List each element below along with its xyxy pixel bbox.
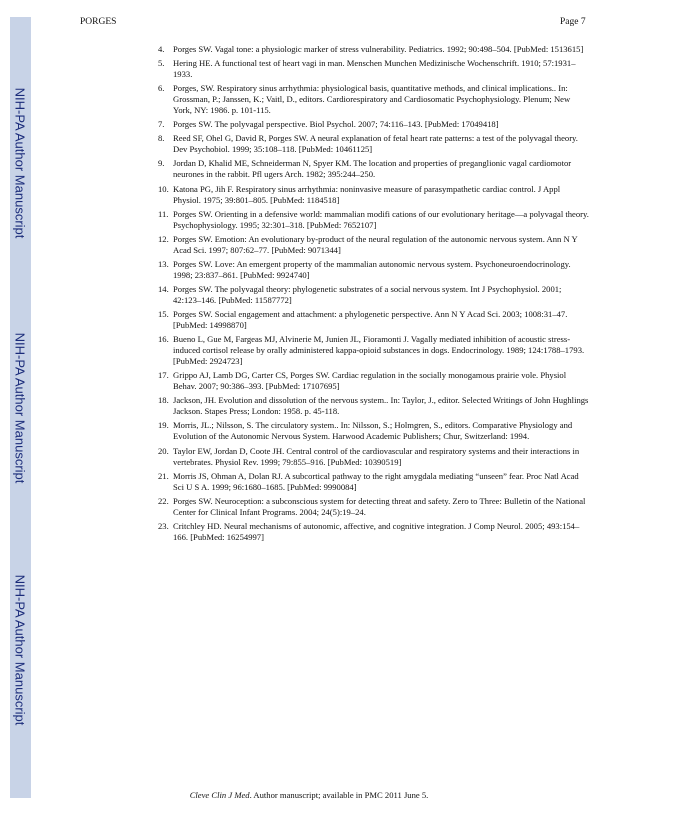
reference-number: 13.	[158, 258, 169, 269]
reference-item	[158, 184, 590, 206]
running-header-author: PORGES	[80, 17, 117, 27]
reference-text: Porges SW. Neuroception: a subconscious system for detecting threat and safety. Zero to Three: Bulletin of the National Center for Clinical Infant Programs. 2004; 24(5):19–24.	[173, 495, 586, 517]
reference-item	[158, 44, 590, 55]
reference-text: Jordan D, Khalid ME, Schneiderman N, Spyer KM. The location and properties of preganglionic vagal cardiomotor neurones in the rabbit. Pfl ugers Arch. 1982; 395:244–250.	[173, 158, 572, 180]
reference-item	[158, 119, 590, 130]
reference-text: Morris, JL.; Nilsson, S. The circulatory system.. In: Nilsson, S.; Holmgren, S., editors. Comparative Physiology and Evolution of the Autonomic Nervous System. Harwood Academic Publishers; Chur, Switzerland: 1994.	[173, 420, 573, 442]
reference-item	[158, 471, 590, 493]
reference-number: 16.	[158, 334, 169, 345]
footer-journal: Cleve Clin J Med	[189, 790, 250, 800]
reference-number: 11.	[158, 208, 169, 219]
reference-number: 7.	[158, 119, 165, 130]
reference-item	[158, 284, 590, 306]
footer	[0, 790, 609, 800]
reference-number: 6.	[158, 83, 165, 94]
reference-list	[158, 44, 590, 546]
reference-item	[158, 420, 590, 442]
reference-number: 15.	[158, 309, 169, 320]
reference-text: Porges SW. Social engagement and attachment: a phylogenetic perspective. Ann N Y Acad Sci. 2003; 1008:31–47. [PubMed: 14998870]	[173, 309, 568, 331]
watermark-label: NIH-PA Author Manuscript	[12, 574, 28, 726]
page-number: Page 7	[560, 17, 586, 27]
reference-number: 18.	[158, 395, 169, 406]
reference-item	[158, 370, 590, 392]
reference-text: Porges SW. Emotion: An evolutionary by-product of the neural regulation of the autonomic nervous system. Ann N Y Acad Sci. 1997; 807:62–77. [PubMed: 9071344]	[173, 233, 578, 255]
reference-number: 5.	[158, 58, 165, 69]
reference-number: 21.	[158, 470, 169, 481]
reference-item	[158, 58, 590, 80]
reference-number: 20.	[158, 445, 169, 456]
reference-text: Morris JS, Ohman A, Dolan RJ. A subcortical pathway to the right amygdala mediating “unseen” fear. Proc Natl Acad Sci U S A. 1999; 96:1680–1685. [PubMed: 9990084]	[173, 470, 579, 492]
reference-text: Porges SW. The polyvagal theory: phylogenetic substrates of a social nervous system. Int J Psychophysiol. 2001; 42:123–146. [PubMed: 11587772]	[173, 283, 562, 305]
reference-number: 23.	[158, 520, 169, 531]
reference-text: Grippo AJ, Lamb DG, Carter CS, Porges SW. Cardiac regulation in the socially monogamous prairie vole. Physiol Behav. 2007; 90:386–393. [PubMed: 17107695]	[173, 370, 567, 392]
reference-text: Jackson, JH. Evolution and dissolution of the nervous system.. In: Taylor, J., editor. Selected Writings of John Hughlings Jackson. Stapes Press; London: 1958. p. 45-118.	[173, 395, 589, 417]
reference-text: Critchley HD. Neural mechanisms of autonomic, affective, and cognitive integration. J Comp Neurol. 2005; 493:154–166. [PubMed: 16254997]	[173, 520, 580, 542]
reference-text: Reed SF, Ohel G, David R, Porges SW. A neural explanation of fetal heart rate patterns: a test of the polyvagal theory. Dev Psychobiol. 1999; 35:108–118. [PubMed: 10461125]	[173, 133, 578, 155]
reference-item	[158, 133, 590, 155]
reference-number: 22.	[158, 495, 169, 506]
reference-item	[158, 158, 590, 180]
reference-text: Bueno L, Gue M, Fargeas MJ, Alvinerie M, Junien JL, Fioramonti J. Vagally mediated inhibition of acoustic stress-induced cortisol release by orally administered kappa-opioid substances in dogs. Endocrinology. 1989; 124:1788–1793. [PubMed: 2924723]	[173, 334, 585, 367]
reference-number: 4.	[158, 44, 165, 54]
reference-text: Porges, SW. Respiratory sinus arrhythmia: physiological basis, quantitative methods, and clinical implications.. In: Grossman, P.; Janssen, K.; Vaitl, D., editors. Cardiorespiratory and Cardiosomatic Psychophysiology. Plenum; New York, NY: 1986. p. 101-115.	[173, 83, 571, 116]
reference-item	[158, 234, 590, 256]
watermark-label: NIH-PA Author Manuscript	[12, 87, 28, 239]
reference-number: 8.	[158, 133, 165, 144]
watermark-label: NIH-PA Author Manuscript	[12, 332, 28, 484]
reference-number: 10.	[158, 183, 169, 194]
reference-text: Taylor EW, Jordan D, Coote JH. Central control of the cardiovascular and respiratory systems and their interactions in vertebrates. Physiol Rev. 1999; 79:855–916. [PubMed: 10390519]	[173, 445, 580, 467]
reference-text: Hering HE. A functional test of heart vagi in man. Menschen Munchen Medizinische Wochenschrift. 1910; 57:1931–1933.	[173, 58, 576, 80]
reference-item	[158, 209, 590, 231]
reference-text: Porges SW. Love: An emergent property of the mammalian autonomic nervous system. Psychoneuroendocrinology. 1998; 23:837–861. [PubMed: 9924740]	[173, 258, 571, 280]
reference-text: Porges SW. The polyvagal perspective. Biol Psychol. 2007; 74:116–143. [PubMed: 17049418]	[173, 119, 499, 130]
reference-text: Katona PG, Jih F. Respiratory sinus arrhythmia: noninvasive measure of parasympathetic cardiac control. J Appl Physiol. 1975; 39:801–805. [PubMed: 1184518]	[173, 183, 561, 205]
reference-item	[158, 83, 590, 116]
reference-number: 12.	[158, 233, 169, 244]
footer-text: . Author manuscript; available in PMC 2011 June 5.	[249, 790, 429, 800]
reference-number: 17.	[158, 370, 169, 381]
reference-item	[158, 521, 590, 543]
reference-item	[158, 446, 590, 468]
reference-text: Porges SW. Orienting in a defensive world: mammalian modifi cations of our evolutionary heritage—a polyvagal theory. Psychophysiology. 1995; 32:301–318. [PubMed: 7652107]	[173, 208, 589, 230]
reference-item	[158, 496, 590, 518]
reference-item	[158, 259, 590, 281]
reference-text: Porges SW. Vagal tone: a physiologic marker of stress vulnerability. Pediatrics. 1992; 90:498–504. [PubMed: 1513615]	[173, 44, 584, 54]
reference-number: 14.	[158, 283, 169, 294]
reference-item	[158, 334, 590, 367]
reference-item	[158, 395, 590, 417]
reference-item	[158, 309, 590, 331]
reference-number: 9.	[158, 158, 165, 169]
reference-number: 19.	[158, 420, 169, 431]
